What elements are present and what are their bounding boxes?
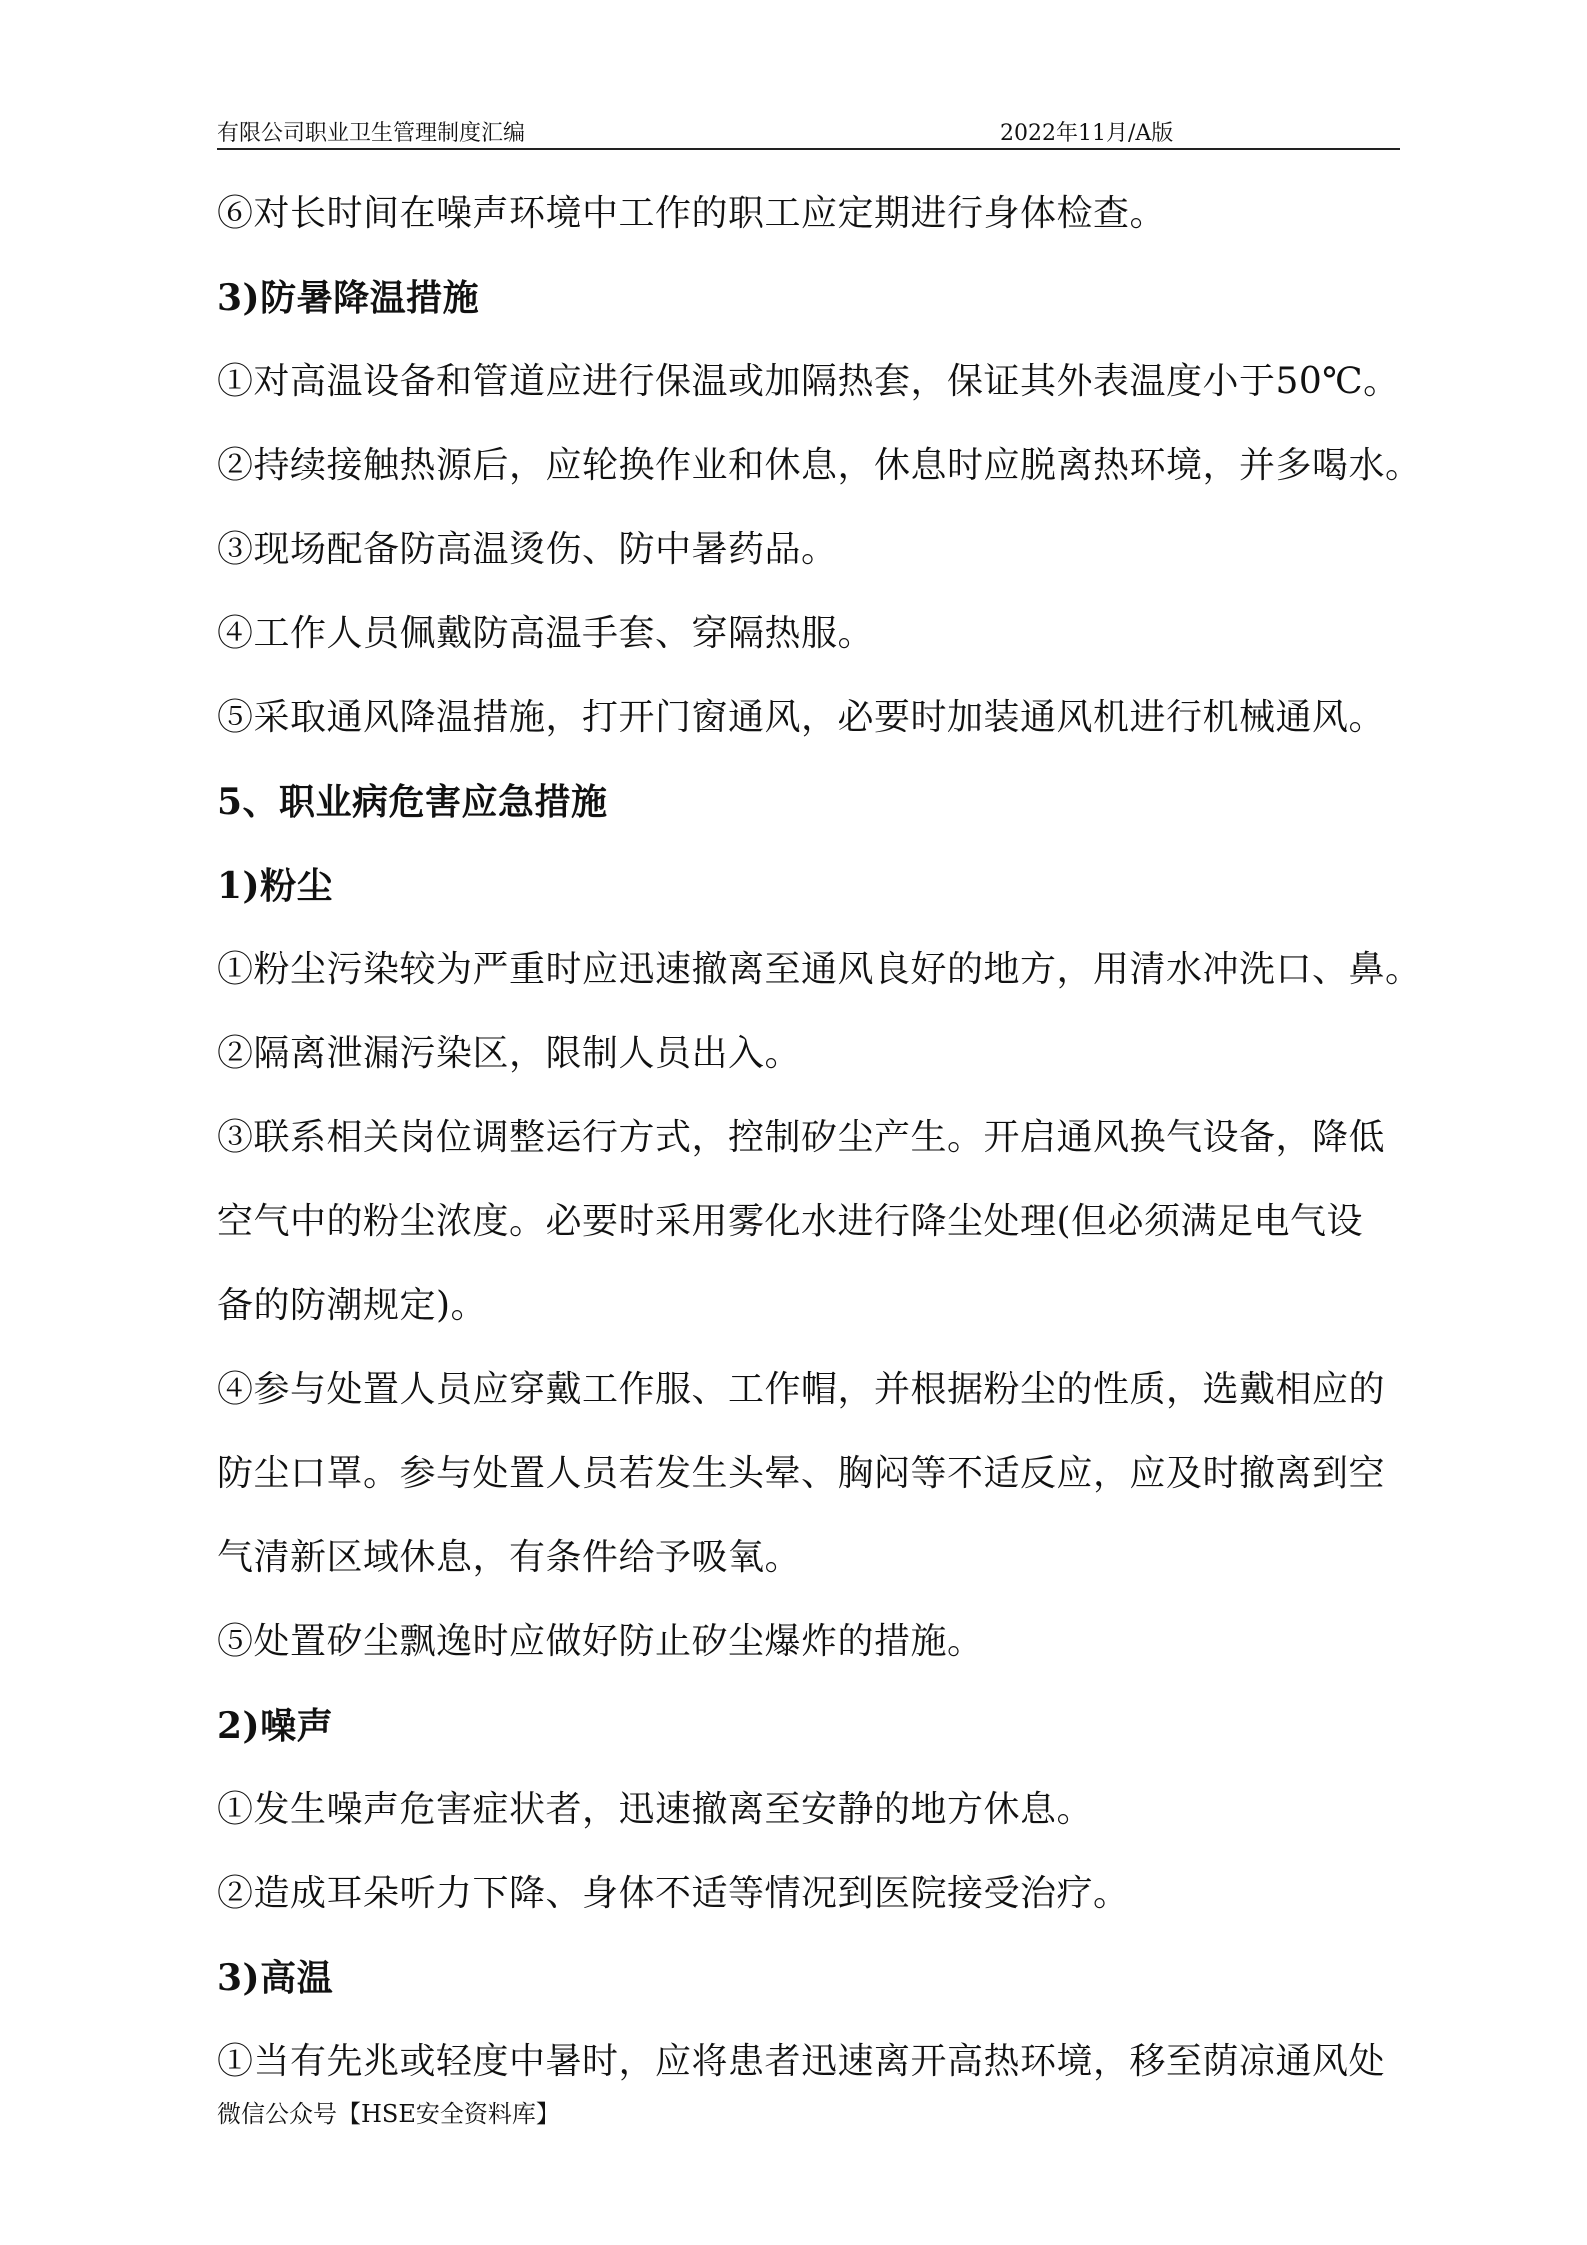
page-header — [217, 112, 1400, 150]
text-line: ⑥对长时间在噪声环境中工作的职工应定期进行身体检查。 — [217, 193, 1167, 234]
section-heading: 3)防暑降温措施 — [217, 277, 480, 319]
header-version: 2022年11月/A版 — [1000, 121, 1174, 146]
section-heading: 1)粉尘 — [217, 865, 334, 907]
text-line: ③联系相关岗位调整运行方式，控制矽尘产生。开启通风换气设备，降低 — [217, 1117, 1386, 1158]
text-line: ⑤处置矽尘飘逸时应做好防止矽尘爆炸的措施。 — [217, 1621, 984, 1662]
document-body — [217, 172, 1422, 2104]
text-line: ④参与处置人员应穿戴工作服、工作帽，并根据粉尘的性质，选戴相应的 — [217, 1369, 1386, 1410]
text-line: ④工作人员佩戴防高温手套、穿隔热服。 — [217, 613, 875, 654]
header-document-title: 有限公司职业卫生管理制度汇编 — [217, 121, 526, 146]
text-line: ①对高温设备和管道应进行保温或加隔热套，保证其外表温度小于50℃。 — [217, 361, 1400, 402]
page-footer: 微信公众号【HSE安全资料库】 — [217, 2100, 560, 2128]
text-line: ②隔离泄漏污染区，限制人员出入。 — [217, 1033, 802, 1074]
text-line: ①粉尘污染较为严重时应迅速撤离至通风良好的地方，用清水冲洗口、鼻。 — [217, 949, 1422, 990]
text-line: 气清新区域休息，有条件给予吸氧。 — [217, 1537, 802, 1578]
text-line: 空气中的粉尘浓度。必要时采用雾化水进行降尘处理(但必须满足电气设 — [217, 1201, 1364, 1242]
text-line: ⑤采取通风降温措施，打开门窗通风，必要时加装通风机进行机械通风。 — [217, 697, 1386, 738]
section-heading: 5、职业病危害应急措施 — [217, 781, 608, 823]
text-line: ②造成耳朵听力下降、身体不适等情况到医院接受治疗。 — [217, 1873, 1130, 1914]
text-line: ①发生噪声危害症状者，迅速撤离至安静的地方休息。 — [217, 1789, 1094, 1830]
text-line: ②持续接触热源后，应轮换作业和休息，休息时应脱离热环境，并多喝水。 — [217, 445, 1422, 486]
text-line: ③现场配备防高温烫伤、防中暑药品。 — [217, 529, 838, 570]
section-heading: 2)噪声 — [217, 1705, 334, 1747]
text-line: ①当有先兆或轻度中暑时，应将患者迅速离开高热环境，移至荫凉通风处 — [217, 2041, 1386, 2082]
text-line: 防尘口罩。参与处置人员若发生头晕、胸闷等不适反应，应及时撤离到空 — [217, 1453, 1386, 1494]
section-heading: 3)高温 — [217, 1957, 334, 1999]
text-line: 备的防潮规定)。 — [217, 1285, 488, 1326]
